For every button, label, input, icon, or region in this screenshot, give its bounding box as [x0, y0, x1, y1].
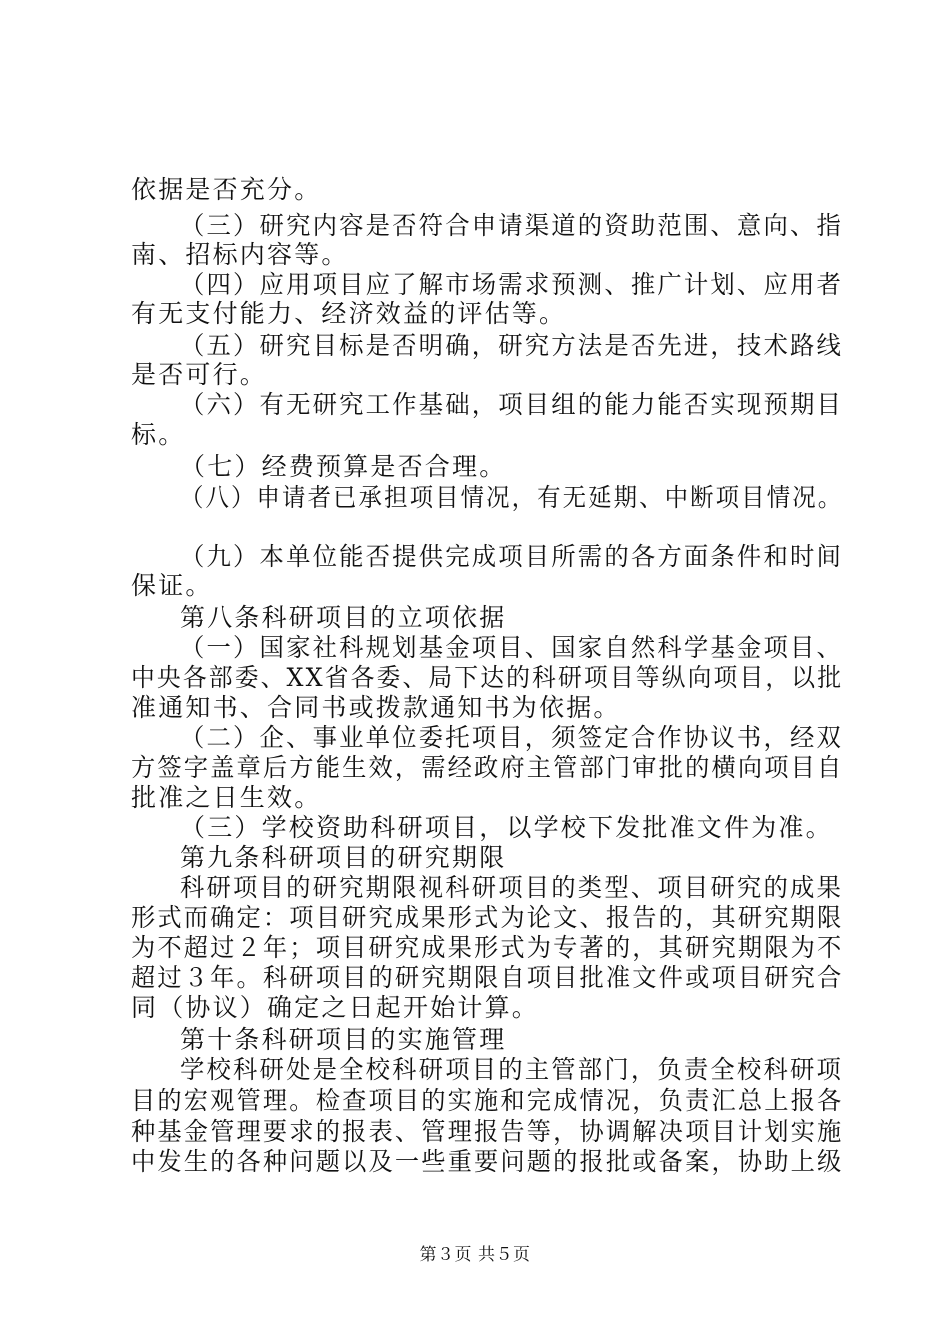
text-line: （一）国家社科规划基金项目、国家自然科学基金项目、 [180, 633, 844, 662]
text-line: （九）本单位能否提供完成项目所需的各方面条件和时间 [180, 542, 844, 571]
text-line: 有无支付能力、经济效益的评估等。 [131, 299, 567, 328]
text-line: （五）研究目标是否明确，研究方法是否先进，技术路线 [180, 331, 844, 360]
text-line: （三）研究内容是否符合申请渠道的资助范围、意向、指 [180, 211, 844, 240]
text-line: 超过３年。科研项目的研究期限自项目批准文件或项目研究合 [131, 963, 844, 992]
text-line: 目的宏观管理。检查项目的实施和完成情况，负责汇总上报各 [131, 1086, 844, 1115]
text-line: 准通知书、合同书或拨款通知书为依据。 [131, 693, 621, 722]
text-line: 方签字盖章后方能生效，需经政府主管部门审批的横向项目自 [131, 753, 844, 782]
text-line: 科研项目的研究期限视科研项目的类型、项目研究的成果 [180, 873, 844, 902]
section-heading: 第九条科研项目的研究期限 [180, 843, 507, 872]
text-line: 标。 [131, 420, 186, 449]
text-line: 同（协议）确定之日起开始计算。 [131, 993, 540, 1022]
text-line: 是否可行。 [131, 360, 268, 389]
text-line: 形式而确定：项目研究成果形式为论文、报告的，其研究期限 [131, 903, 844, 932]
text-line: （八）申请者已承担项目情况，有无延期、中断项目情况。 [180, 483, 844, 512]
text-line: 依据是否充分。 [131, 175, 322, 204]
text-line: 学校科研处是全校科研项目的主管部门，负责全校科研项 [180, 1055, 844, 1084]
page-footer: 第３页 共５页 [419, 1245, 531, 1265]
text-line: （七）经费预算是否合理。 [180, 452, 507, 481]
text-line: 为不超过２年；项目研究成果形式为专著的，其研究期限为不 [131, 933, 844, 962]
text-line: 南、招标内容等。 [131, 240, 349, 269]
text-line: 中央各部委、XX省各委、局下达的科研项目等纵向项目，以批 [131, 663, 844, 692]
section-heading: 第十条科研项目的实施管理 [180, 1025, 507, 1054]
text-line: （四）应用项目应了解市场需求预测、推广计划、应用者 [180, 270, 844, 299]
text-line: 中发生的各种问题以及一些重要问题的报批或备案，协助上级 [131, 1147, 844, 1176]
text-line: （三）学校资助科研项目，以学校下发批准文件为准。 [180, 813, 833, 842]
text-line: 批准之日生效。 [131, 783, 322, 812]
text-line: 种基金管理要求的报表、管理报告等，协调解决项目计划实施 [131, 1117, 844, 1146]
section-heading: 第八条科研项目的立项依据 [180, 603, 507, 632]
text-line: 保证。 [131, 571, 213, 600]
text-line: （二）企、事业单位委托项目，须签定合作协议书，经双 [180, 723, 844, 752]
text-line: （六）有无研究工作基础，项目组的能力能否实现预期目 [180, 390, 844, 419]
